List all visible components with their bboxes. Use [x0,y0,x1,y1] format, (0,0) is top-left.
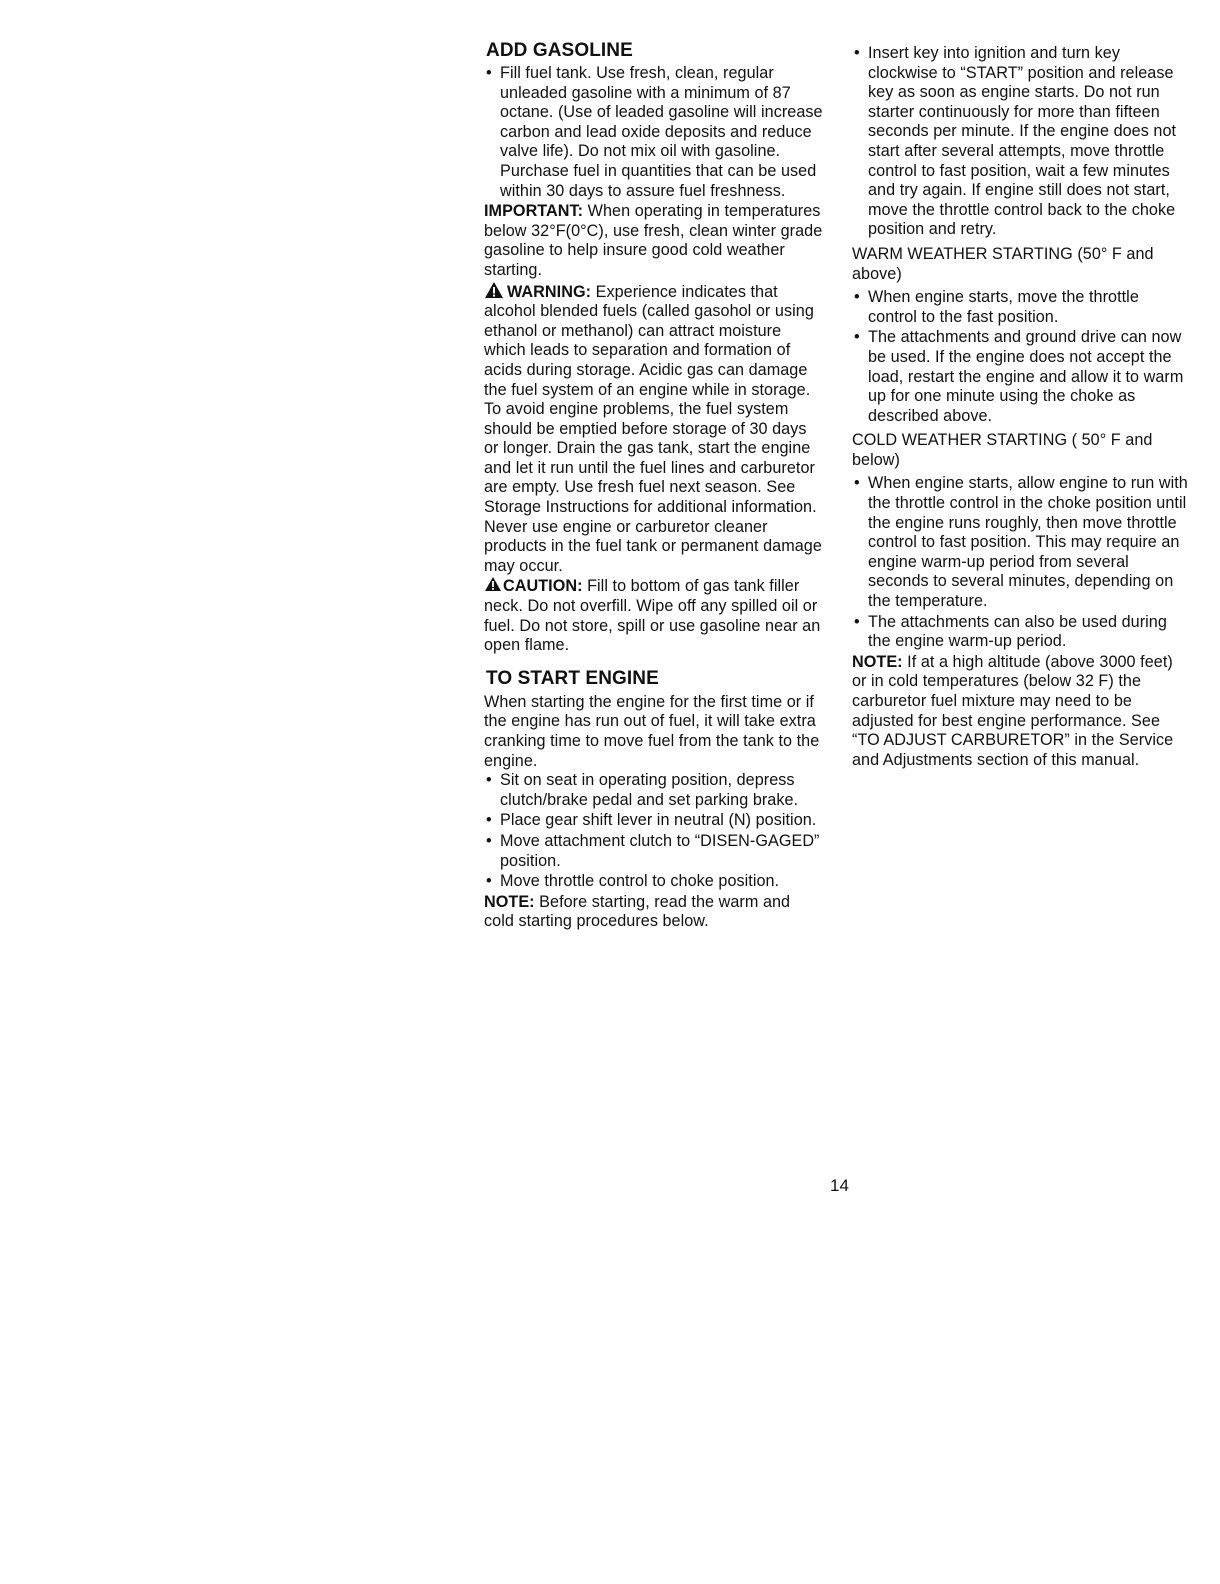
caution-paragraph [484,576,824,655]
to-start-engine-list [484,771,824,892]
list-item: • Place gear shift lever in neutral (N) position. [484,811,824,831]
start-note-label: NOTE: [484,892,535,911]
cold-weather-heading: COLD WEATHER STARTING ( 50° F and below) [852,431,1153,469]
warning-triangle-icon [484,281,504,299]
warning-label: WARNING: [507,282,592,301]
list-item: • Move throttle control to choke position. [484,872,824,892]
right-column [852,44,1188,770]
warm-weather-heading: WARM WEATHER STARTING (50° F and above) [852,244,1154,283]
left-column [484,40,824,932]
list-item: • When engine starts, allow engine to run with the throttle control in the choke position until the engine runs roughly, then move throttle control to fast position. This may require an engine warm-up period from several seconds to several minutes, depending on the temperature. [852,474,1188,611]
important-paragraph [484,202,824,280]
list-item: • When engine starts, move the throttle control to the fast position. [852,288,1188,327]
to-start-engine-intro: When starting the engine for the first time or if the engine has run out of fuel, it will take extra cranking time to move fuel from the tank to the engine. [484,692,820,770]
important-text: When operating in temperatures below 32°F(0°C), use fresh, clean winter grade gasoline to help insure good cold weather starting. [484,202,823,279]
start-key-bullet: • Insert key into ignition and turn key clockwise to “START” position and release key as soon as engine starts. Do not run starter continuously for more than fifteen seconds per minute. If the engine does not start after several attempts, move throttle control to fast position, wait a few minutes and try again. If engine still does not start, move the throttle control back to the choke position and retry. [852,44,1188,240]
to-start-engine-heading: TO START ENGINE [486,667,659,689]
warm-weather-list [852,288,1188,426]
page-number: 14 [830,1176,849,1195]
list-item: • Move attachment clutch to “DISEN-GAGED” position. [484,832,824,871]
add-gasoline-heading: ADD GASOLINE [486,40,633,61]
list-item: • Sit on seat in operating position, depress clutch/brake pedal and set parking brake. [484,771,824,810]
caution-text: Fill to bottom of gas tank filler neck. Do not overfill. Wipe off any spilled oil or fuel. Do not store, spill or use gasoline near an open flame. [484,577,821,655]
start-note-text: Before starting, read the warm and cold starting procedures below. [484,892,791,931]
list-item: • The attachments and ground drive can now be used. If the engine does not accept the load, restart the engine and allow it to warm up for one minute using the choke as described above. [852,328,1188,426]
list-item: • The attachments can also be used during the engine warm-up period. [852,613,1188,652]
to-start-engine-section [484,668,824,932]
warning-text: Experience indicates that alcohol blended fuels (called gasohol or using ethanol or methanol) can attract moisture which leads to separation and formation of acids during storage. Acidic gas can damage the fuel system of an engine while in storage. To avoid engine problems, the fuel system should be emptied before storage of 30 days or longer. Drain the gas tank, start the engine and let it run until the fuel lines and carburetor are empty. Use fresh fuel next season. See Storage Instructions for additional information. Never use engine or carburetor cleaner products in the fuel tank or permanent damage may occur. [484,282,822,575]
altitude-note-label: NOTE: [852,652,903,671]
start-note-paragraph [484,893,824,932]
add-gasoline-section [484,40,824,656]
cold-weather-list [852,474,1188,651]
warning-paragraph [484,281,824,577]
add-gasoline-list [484,64,824,201]
important-label: IMPORTANT: [484,202,584,221]
add-gasoline-bullet: • Fill fuel tank. Use fresh, clean, regular unleaded gasoline with a minimum of 87 octane. (Use of leaded gasoline will increase carbon and lead oxide deposits and reduce valve life). Do not mix oil with gasoline. Purchase fuel in quantities that can be used within 30 days to assure fuel freshness. [484,64,824,201]
altitude-note-paragraph [852,653,1188,771]
caution-triangle-icon [484,576,502,592]
altitude-note-text: If at a high altitude (above 3000 feet) or in cold temperatures (below 32 F) the carburetor fuel mixture may need to be adjusted for best engine performance. See “TO ADJUST CARBURETOR” in the Service and Adjustments section of this manual. [852,652,1174,769]
start-key-list [852,44,1188,240]
caution-label: CAUTION: [503,577,583,596]
